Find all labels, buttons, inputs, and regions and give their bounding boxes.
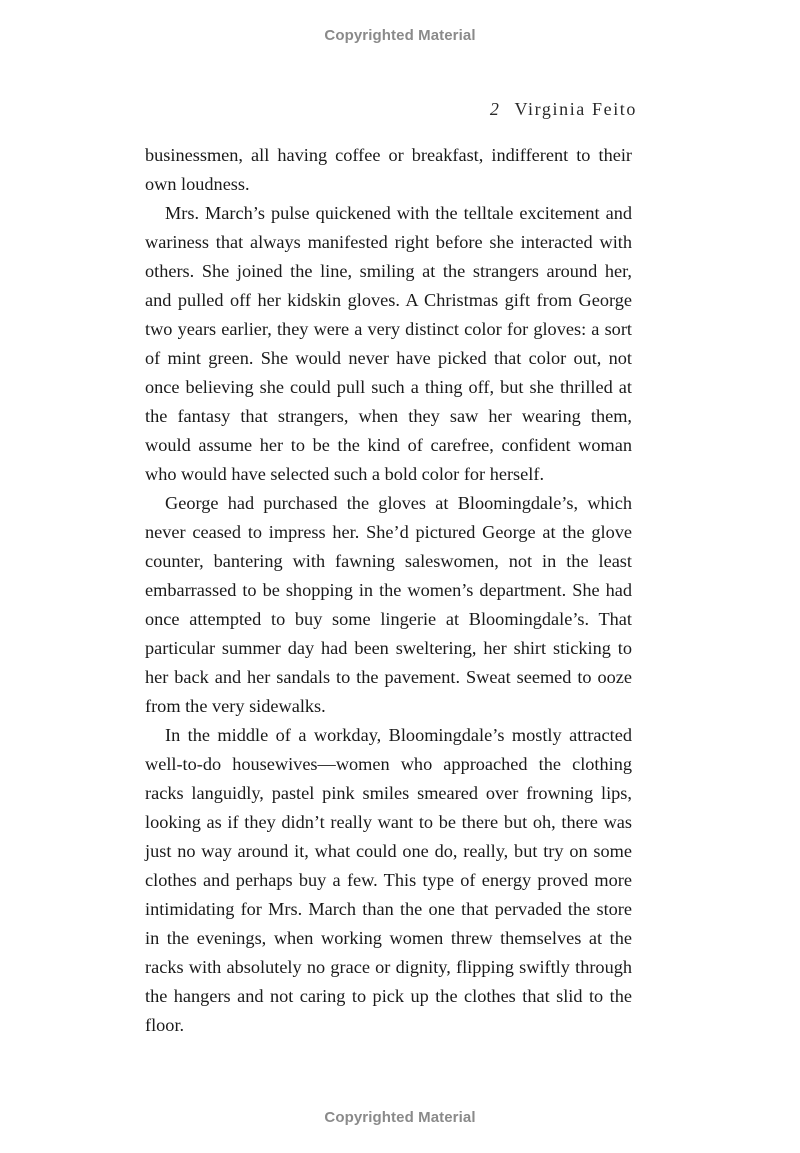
paragraph-4: In the middle of a workday, Bloomingdale’s mostly attracted well-to-do housewives—women who approached the clothing racks languidly, pastel pink smiles smeared over frowning lips, looking as if they didn’t really want to be there but oh, there was just no way around it, what could one do, really, but try on some clothes and perhaps buy a few. This type of energy proved more intimidating for Mrs. March than the one that pervaded the store in the evenings, when working women threw themselves at the racks with absolutely no grace or dignity, flipping swiftly through the hangers and not caring to pick up the clothes that slid to the floor. <box>145 725 632 1035</box>
author-name: Virginia Feito <box>514 99 637 119</box>
paragraph-2: Mrs. March’s pulse quickened with the telltale excitement and wariness that always manifested right before she interacted with others. She joined the line, smiling at the strangers around her, and pulled off her kidskin gloves. A Christmas gift from George two years earlier, they were a very distinct color for gloves: a sort of mint green. She would never have picked that color out, not once believing she could pull such a thing off, but she thrilled at the fantasy that strangers, when they saw her wearing them, would assume her to be the kind of carefree, confident woman who would have selected such a bold color for herself. <box>145 203 632 484</box>
body-text <box>145 141 632 1040</box>
paragraph-1: businessmen, all having coffee or breakfast, indifferent to their own loudness. <box>145 145 632 194</box>
copyright-watermark-top: Copyrighted Material <box>324 27 476 44</box>
running-head <box>490 99 637 120</box>
paragraph-3: George had purchased the gloves at Bloomingdale’s, which never ceased to impress her. She’d pictured George at the glove counter, bantering with fawning saleswomen, not in the least embarrassed to be shopping in the women’s department. She had once attempted to buy some lingerie at Bloomingdale’s. That particular summer day had been sweltering, her shirt sticking to her back and her sandals to the pavement. Sweat seemed to ooze from the very sidewalks. <box>145 493 632 716</box>
copyright-watermark-bottom: Copyrighted Material <box>324 1109 476 1126</box>
page-number: 2 <box>489 99 501 119</box>
